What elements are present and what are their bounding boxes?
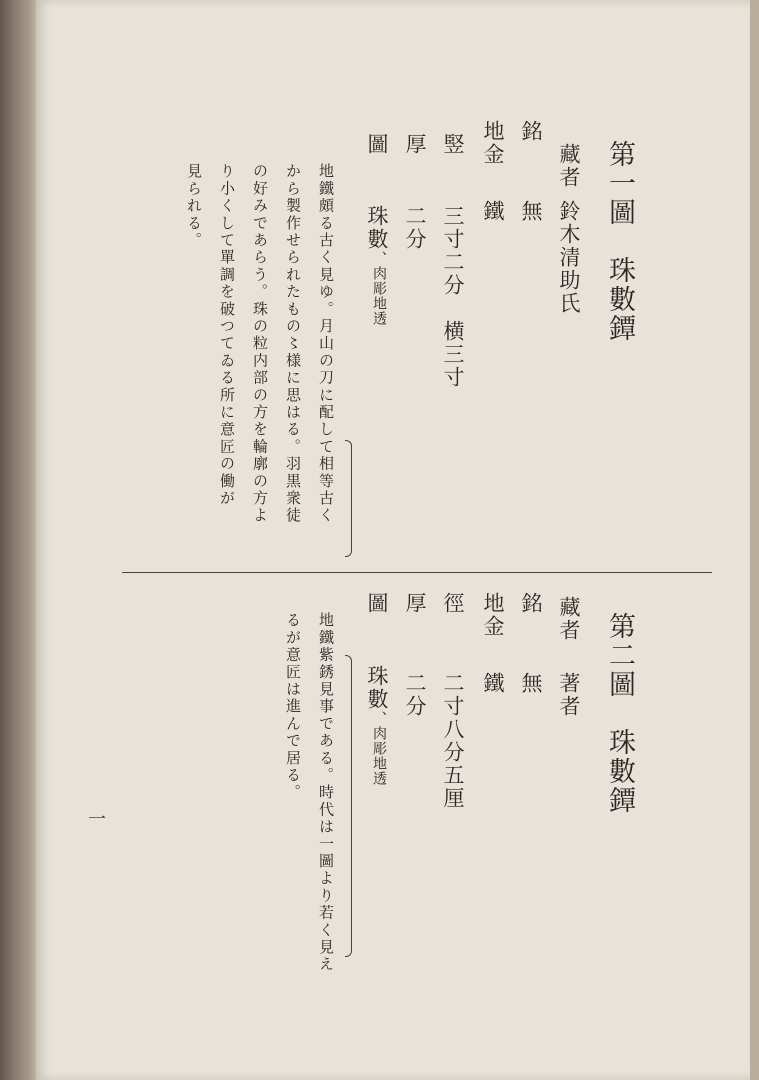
fig2-owner-label: 藏者 (557, 596, 581, 642)
fig2-thickness-value: 二分 (403, 672, 427, 718)
fig2-note-line: 地鐵紫銹見事である。時代は一圖より若く見え (317, 612, 335, 974)
page-number: 一 (88, 809, 106, 830)
fig2-design-sub: 、肉彫地透 (371, 711, 387, 786)
fig2-inscription-value: 無 (519, 672, 543, 695)
fig1-metal-value: 鐵 (481, 200, 505, 223)
fig1-note-line: 地鐵頗る古く見ゆ。月山の刀に配して相等古く (317, 163, 335, 525)
fig1-size-label: 竪 (441, 133, 465, 156)
fig1-note-line: の好みであらう。珠の粒内部の方を輪廓の方よ (251, 163, 269, 525)
fig2-title: 第二圖 珠數鐔 (604, 612, 635, 815)
fig1-owner-label: 藏者 (557, 143, 581, 189)
fig2-design-label: 圖 (365, 592, 389, 615)
fig2-design-value: 珠數 (365, 665, 389, 711)
fig1-note-line: り小くして單調を破つてゐる所に意匠の働が (218, 163, 236, 507)
fig2-note-line: るが意匠は進んで居る。 (284, 612, 302, 802)
fig2-owner-value: 著者 (557, 672, 581, 718)
fig2-thickness-label: 厚 (403, 592, 427, 615)
fig1-design-value: 珠數 (365, 205, 389, 251)
book-page (36, 0, 750, 1080)
book-spine-edge (750, 0, 759, 1080)
fig1-note-line: から製作せられたもの〻様に思はる。羽黒衆徒 (284, 163, 302, 525)
fig1-design-label: 圖 (365, 133, 389, 156)
fig2-inscription-label: 銘 (519, 592, 543, 615)
fig1-owner-value: 鈴木清助氏 (557, 200, 581, 315)
fig1-inscription-value: 無 (519, 200, 543, 223)
fig1-metal-label: 地金 (481, 120, 505, 166)
fig1-design-sub: 、肉彫地透 (371, 251, 387, 326)
fig1-note-line: 見られる。 (185, 163, 203, 249)
section-divider (122, 572, 712, 573)
fig1-size-value: 三寸二分 横三寸 (441, 205, 465, 389)
fig1-thickness-label: 厚 (403, 133, 427, 156)
fig2-metal-value: 鐵 (481, 672, 505, 695)
fig2-metal-label: 地金 (481, 592, 505, 638)
fig1-note-bracket (345, 440, 352, 557)
fig2-size-label: 徑 (441, 592, 465, 615)
fig1-thickness-value: 二分 (403, 205, 427, 251)
fig2-size-value: 二寸八分五厘 (441, 672, 465, 810)
fig1-inscription-label: 銘 (519, 120, 543, 143)
fig1-title: 第一圖 珠數鐔 (604, 140, 635, 343)
fig2-note-bracket (345, 655, 352, 957)
